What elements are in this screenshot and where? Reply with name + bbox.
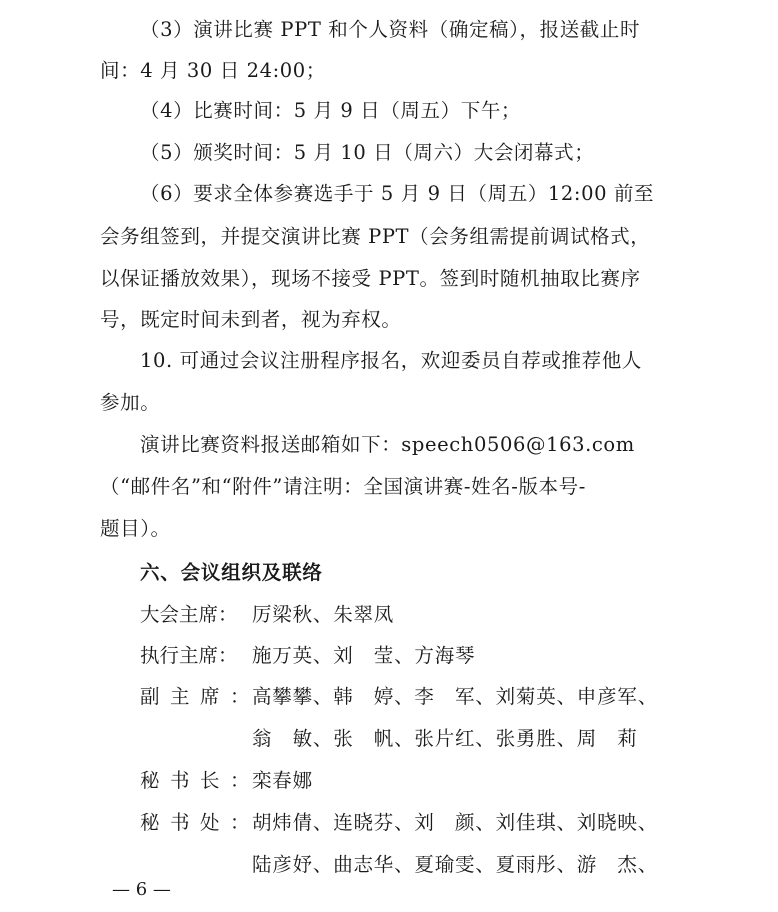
secretary-general-label: 秘书长： (140, 769, 261, 792)
secretariat-value-line-1: 胡炜倩、连晓芬、刘 颜、刘佳琪、刘晓映、 (252, 811, 659, 834)
item-6-line-3: 以保证播放效果），现场不接受 PPT。签到时随机抽取比赛序 (100, 267, 641, 290)
exec-chair-label: 执行主席： (140, 644, 238, 667)
chair-label: 大会主席： (140, 603, 238, 626)
item-6-line-2: 会务组签到，并提交演讲比赛 PPT（会务组需提前调试格式， (100, 225, 651, 248)
vice-chair-label: 副主席： (140, 685, 261, 708)
email-note-line-3: 题目）。 (100, 517, 171, 540)
page-number: — 6 — (112, 879, 171, 900)
item-10-line-2: 参加。 (100, 391, 161, 414)
vice-chair-value-line-2: 翁 敏、张 帆、张片红、张勇胜、周 莉 (252, 727, 638, 750)
section-heading: 六、会议组织及联络 (140, 561, 323, 584)
email-note-line-2: （“邮件名”和“附件”请注明：全国演讲赛-姓名-版本号- (100, 475, 586, 498)
exec-chair-value: 施万英、刘 莹、方海琴 (252, 644, 476, 667)
email-note-line-1: 演讲比赛资料报送邮箱如下：speech0506@163.com (140, 433, 635, 456)
item-4: （4）比赛时间：5 月 9 日（周五）下午； (140, 99, 522, 122)
secretariat-label: 秘书处： (140, 811, 261, 834)
item-6-line-1: （6）要求全体参赛选手于 5 月 9 日（周五）12:00 前至 (140, 182, 655, 205)
secretary-general-value: 栾春娜 (252, 769, 313, 792)
item-3-line-1: （3）演讲比赛 PPT 和个人资料（确定稿），报送截止时 (140, 18, 641, 41)
chair-value: 厉梁秋、朱翠凤 (252, 603, 395, 626)
vice-chair-value-line-1: 高攀攀、韩 婷、李 军、刘菊英、申彦军、 (252, 685, 659, 708)
item-5: （5）颁奖时间：5 月 10 日（周六）大会闭幕式； (140, 141, 595, 164)
item-10-line-1: 10. 可通过会议注册程序报名，欢迎委员自荐或推荐他人 (140, 349, 642, 372)
item-3-line-2: 间：4 月 30 日 24:00； (100, 59, 326, 82)
secretariat-value-line-2: 陆彦妤、曲志华、夏瑜雯、夏雨彤、游 杰、 (252, 853, 659, 876)
item-6-line-4: 号，既定时间未到者，视为弃权。 (100, 308, 402, 331)
